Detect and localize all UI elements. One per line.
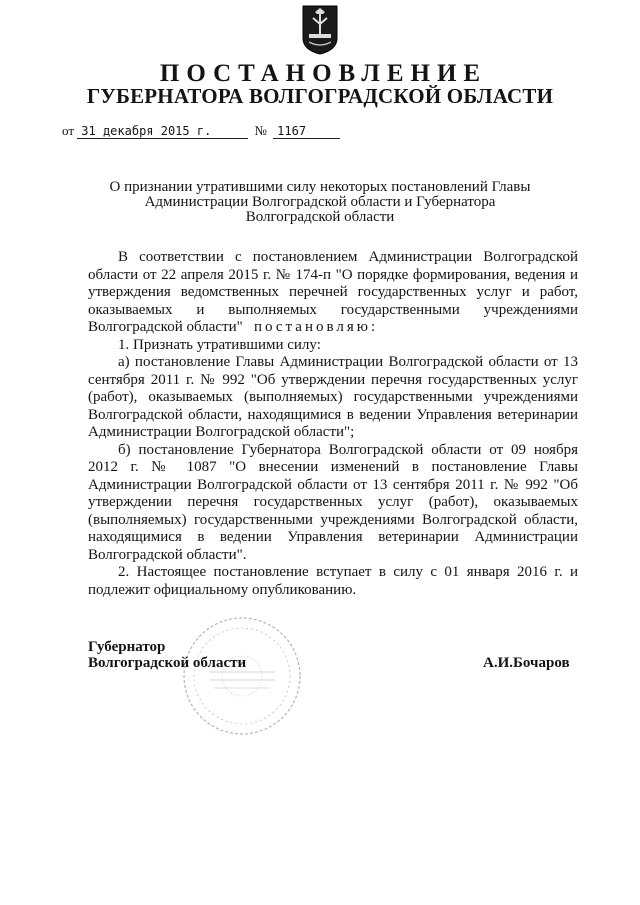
subject-line: Волгоградской области [245, 209, 395, 225]
signatory-role-line: Губернатор [88, 639, 166, 655]
subject-line: Администрации Волгоградской области и Губернатора [144, 194, 496, 210]
coat-of-arms-icon [301, 4, 339, 56]
document-date: 31 декабря 2015 г. [77, 124, 248, 139]
item-2: 2. Настоящее постановление вступает в силу с 01 января 2016 г. и подлежит официальному опубликованию. [88, 564, 578, 598]
document-subject [60, 180, 580, 225]
signatory-name: А.И.Бочаров [483, 655, 570, 671]
signatory-role-line: Волгоградской области [88, 655, 247, 671]
signatory-role [88, 639, 246, 671]
document-number: 1167 [273, 124, 340, 139]
intro-paragraph [88, 249, 578, 337]
document-title: ПОСТАНОВЛЕНИЕ [159, 60, 488, 87]
from-label: от [62, 123, 75, 138]
item-1b: б) постановление Губернатора Волгоградской области от 09 ноября 2012 г. № 1087 "О внесении изменений в постановление Главы Администрации Волгоградской области от 13 сентября 2011 г. № 992 "Об утверждении перечня государственных услуг (работ), оказываемых (выполняемых) государственными учреждениями Волгоградской области, находящимися в ведении Управления ветеринарии Администрации Волгоградской области". [88, 441, 578, 563]
intro-action: постановляю: [254, 319, 379, 335]
item-1: 1. Признать утратившими силу: [118, 336, 321, 353]
intro-text: В соответствии с постановлением Администрации Волгоградской области от 22 апреля 2015 г. № 174-п "О порядке формирования, ведения и утверждения ведомственных перечней государственных услуг и работ, оказываемых и выполняемых государственными учреждениями Волгоградской области" [88, 249, 578, 335]
document-subtitle: ГУБЕРНАТОРА ВОЛГОГРАДСКОЙ ОБЛАСТИ [86, 84, 554, 108]
official-seal-icon [180, 614, 305, 739]
document-body [88, 249, 578, 599]
date-number-line [62, 123, 340, 139]
number-label: № [254, 123, 267, 138]
subject-line: О признании утратившими силу некоторых постановлений Главы [109, 179, 531, 195]
item-1a: а) постановление Главы Администрации Волгоградской области от 13 сентября 2011 г. № 992 "Об утверждении перечня государственных услуг (работ), оказываемых (выполняемых) государственными учреждениями Волгоградской области, находящимися в ведении Управления ветеринарии Администрации Волгоградской области"; [88, 354, 578, 440]
